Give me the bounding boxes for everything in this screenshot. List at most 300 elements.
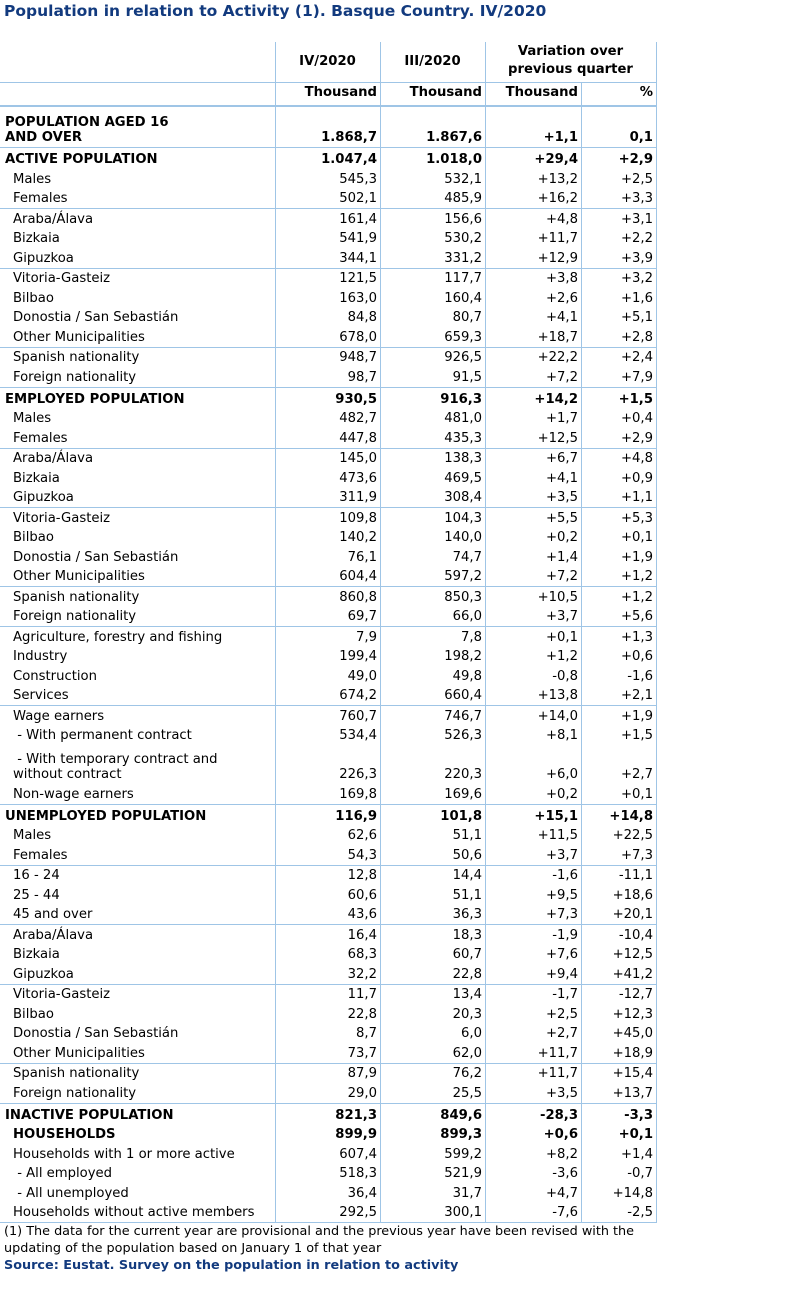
row-label: Foreign nationality (13, 1085, 137, 1101)
row-value: 104,3 (444, 510, 482, 526)
row-value: +1,4 (545, 549, 578, 565)
row-label: Households with 1 or more active (13, 1146, 235, 1162)
row-label: UNEMPLOYED POPULATION (5, 808, 207, 824)
row-value: +7,2 (545, 369, 578, 385)
row-value: +3,5 (545, 1085, 578, 1101)
table-row (0, 208, 656, 229)
row-value: +14,0 (537, 708, 578, 724)
row-value: +7,2 (545, 569, 578, 584)
row-value: +3,9 (620, 250, 653, 266)
row-value: +10,5 (537, 589, 578, 605)
row-label: Araba/Álava (13, 211, 94, 227)
row-label: - With permanent contract (13, 728, 192, 743)
row-value: 68,3 (347, 947, 377, 962)
row-value: +22,5 (612, 828, 653, 843)
row-value: +9,4 (545, 966, 578, 982)
row-label: Females (13, 430, 68, 446)
row-label: Other Municipalities (13, 569, 145, 584)
row-value: 849,6 (440, 1107, 482, 1123)
table-row (0, 1183, 656, 1203)
table-row (0, 905, 656, 925)
row-value: +12,9 (537, 250, 578, 266)
row-label: Bizkaia (13, 231, 60, 246)
row-value: 226,3 (339, 767, 377, 782)
table-row (0, 1144, 656, 1164)
header-col-variation: Variation over previous quarter (508, 44, 633, 77)
row-value: +3,3 (620, 191, 653, 206)
row-value: 760,7 (339, 708, 377, 724)
row-value: 746,7 (444, 708, 482, 724)
row-value: -2,5 (627, 1205, 653, 1220)
row-value: 49,0 (347, 668, 377, 684)
table-row (0, 945, 656, 965)
row-value: 220,3 (444, 767, 482, 782)
row-label: Females (13, 847, 68, 863)
row-value: +3,2 (620, 271, 653, 286)
row-label: Vitoria-Gasteiz (13, 987, 111, 1002)
row-value: +18,9 (612, 1045, 653, 1061)
table-row (0, 387, 656, 409)
row-value: +5,5 (545, 510, 578, 526)
row-label: EMPLOYED POPULATION (5, 391, 185, 407)
row-value: 12,8 (347, 868, 377, 883)
row-value: +1,5 (620, 728, 653, 743)
row-value: 140,2 (339, 530, 377, 545)
table-row (0, 169, 656, 189)
row-value: 659,3 (444, 329, 482, 345)
row-value: 532,1 (444, 171, 482, 187)
row-value: +2,5 (545, 1006, 578, 1022)
row-value: +18,7 (537, 329, 578, 345)
row-value: +1,3 (620, 629, 653, 645)
row-value: +11,7 (537, 1045, 578, 1061)
row-value: +1,2 (545, 649, 578, 664)
row-value: +3,5 (545, 490, 578, 505)
row-label: 16 - 24 (13, 868, 60, 883)
row-value: 674,2 (339, 688, 377, 703)
row-value: 169,6 (444, 786, 482, 802)
row-value: +5,6 (620, 609, 653, 624)
row-value: +5,3 (620, 510, 653, 526)
row-value: 49,8 (452, 668, 482, 684)
row-value: 502,1 (339, 191, 377, 206)
row-value: +2,1 (620, 688, 653, 703)
row-value: +3,7 (545, 847, 578, 863)
row-value: +0,4 (620, 411, 653, 426)
row-value: +8,1 (545, 728, 578, 743)
row-label: Bilbao (13, 530, 54, 545)
row-value: 521,9 (444, 1166, 482, 1181)
row-value: 31,7 (452, 1185, 482, 1201)
row-value: +7,6 (545, 947, 578, 962)
row-value: +20,1 (612, 907, 653, 922)
row-value: -3,6 (552, 1166, 578, 1181)
table-row (0, 784, 656, 804)
row-value: +2,6 (545, 290, 578, 306)
row-value: +2,7 (545, 1026, 578, 1041)
unit-variation-abs: Thousand (505, 85, 578, 100)
row-value: +7,9 (620, 369, 653, 385)
row-value: 36,4 (347, 1185, 377, 1201)
table-row (0, 1063, 656, 1084)
row-label: Gipuzkoa (13, 490, 74, 505)
row-value: 435,3 (444, 430, 482, 446)
row-value: +16,2 (537, 191, 578, 206)
row-value: +2,2 (620, 231, 653, 246)
row-value: 51,1 (452, 887, 482, 903)
table-row (0, 705, 656, 726)
row-value: +0,1 (620, 530, 653, 545)
row-value: +2,5 (620, 171, 653, 187)
row-label: Foreign nationality (13, 609, 137, 624)
row-value: 163,0 (339, 290, 377, 306)
row-value: 60,6 (347, 887, 377, 903)
table-row (0, 1164, 656, 1184)
row-value: 6,0 (461, 1026, 482, 1041)
row-label: Males (13, 828, 52, 843)
row-value: +3,8 (545, 271, 578, 286)
unit-variation-pct: % (639, 85, 653, 100)
row-value: 84,8 (347, 310, 377, 325)
row-value: 530,2 (444, 231, 482, 246)
row-label: Agriculture, forestry and fishing (13, 629, 223, 645)
row-value: 8,7 (356, 1026, 377, 1041)
row-value: +2,7 (620, 767, 653, 782)
row-value: +4,7 (545, 1185, 578, 1201)
row-value: +14,8 (612, 1185, 653, 1201)
row-value: +4,8 (620, 451, 653, 466)
row-value: +14,2 (534, 391, 578, 407)
row-value: 0,1 (629, 130, 653, 145)
table-row (0, 547, 656, 567)
row-value: +1,5 (618, 391, 653, 407)
row-value: 32,2 (347, 966, 377, 982)
table-row (0, 327, 656, 347)
row-value: 597,2 (444, 569, 482, 584)
source-note: Source: Eustat. Survey on the population in relation to activity (4, 1258, 459, 1273)
row-value: 25,5 (452, 1085, 482, 1101)
row-value: +15,1 (534, 808, 578, 824)
row-value: -11,1 (618, 868, 653, 883)
row-value: +12,3 (612, 1006, 653, 1022)
row-value: 926,5 (444, 350, 482, 365)
row-value: +14,8 (609, 808, 653, 824)
row-value: +3,1 (620, 211, 653, 227)
row-value: 607,4 (339, 1146, 377, 1162)
row-value: +0,9 (620, 470, 653, 486)
table-row (0, 189, 656, 209)
row-value: 860,8 (339, 589, 377, 605)
row-value: +29,4 (534, 152, 578, 167)
unit-current: Thousand (304, 85, 377, 100)
row-value: 80,7 (452, 310, 482, 325)
row-value: 121,5 (339, 271, 377, 286)
table-unit-header (0, 83, 656, 106)
row-value: 1.047,4 (321, 152, 377, 167)
row-value: 60,7 (452, 947, 482, 962)
row-value: 16,4 (347, 927, 377, 943)
row-label: 45 and over (13, 907, 93, 922)
table-row (0, 1004, 656, 1024)
row-label: Spanish nationality (13, 350, 140, 365)
row-value: +13,2 (537, 171, 578, 187)
row-value: -28,3 (539, 1107, 578, 1123)
row-label: INACTIVE POPULATION (5, 1107, 174, 1123)
row-value: +4,1 (545, 310, 578, 325)
row-value: 22,8 (347, 1006, 377, 1022)
row-label: Bilbao (13, 290, 54, 306)
row-value: -10,4 (618, 927, 653, 943)
row-label: Donostia / San Sebastián (13, 549, 179, 565)
row-value: +0,6 (543, 1127, 578, 1142)
row-value: 850,3 (444, 589, 482, 605)
table-row (0, 347, 656, 368)
data-table (0, 42, 660, 1223)
table-row (0, 984, 656, 1005)
row-value: 526,3 (444, 728, 482, 743)
row-value: +11,7 (537, 1066, 578, 1081)
row-value: 604,4 (339, 569, 377, 584)
table-row (0, 726, 656, 746)
table-row (0, 507, 656, 528)
row-label: Foreign nationality (13, 369, 137, 385)
row-value: 169,8 (339, 786, 377, 802)
row-label: 25 - 44 (13, 887, 60, 903)
row-value: +6,7 (545, 451, 578, 466)
row-label: Spanish nationality (13, 589, 140, 605)
header-col-current: IV/2020 (299, 54, 356, 69)
row-value: -1,6 (627, 668, 653, 684)
table-row (0, 488, 656, 508)
row-value: 116,9 (335, 808, 377, 824)
row-label: Services (13, 688, 69, 703)
row-value: +2,9 (618, 152, 653, 167)
row-value: 11,7 (347, 987, 377, 1002)
table-header (0, 42, 656, 83)
row-value: 43,6 (347, 907, 377, 922)
row-value: 447,8 (339, 430, 377, 446)
row-label: Spanish nationality (13, 1066, 140, 1081)
row-value: -1,7 (552, 987, 578, 1002)
row-value: 1.018,0 (426, 152, 482, 167)
table-row (0, 626, 656, 647)
row-value: 899,9 (335, 1127, 377, 1142)
row-value: 91,5 (452, 369, 482, 385)
row-value: 331,2 (444, 250, 482, 266)
row-value: 69,7 (347, 609, 377, 624)
table-row (0, 845, 656, 865)
row-value: 76,1 (347, 549, 377, 565)
row-value: +7,3 (545, 907, 578, 922)
row-value: +9,5 (545, 887, 578, 903)
table-body (0, 106, 660, 1223)
row-value: 161,4 (339, 211, 377, 227)
row-value: 156,6 (444, 211, 482, 227)
row-value: +2,4 (620, 350, 653, 365)
row-value: +12,5 (612, 947, 653, 962)
row-value: 62,6 (347, 828, 377, 843)
table-row (0, 865, 656, 886)
table-row (0, 686, 656, 706)
row-value: -12,7 (618, 987, 653, 1002)
row-label: ACTIVE POPULATION (5, 152, 158, 167)
row-value: 22,8 (452, 966, 482, 982)
table-row (0, 229, 656, 249)
table-row (0, 428, 656, 448)
table-row (0, 804, 656, 826)
row-value: 541,9 (339, 231, 377, 246)
row-label: Wage earners (13, 708, 105, 724)
row-label: Households without active members (13, 1205, 255, 1220)
row-value: 18,3 (452, 927, 482, 943)
row-value: 140,0 (444, 530, 482, 545)
row-value: 599,2 (444, 1146, 482, 1162)
row-value: 1.867,6 (426, 130, 482, 145)
row-value: +2,9 (620, 430, 653, 446)
table-row (0, 586, 656, 607)
row-value: +1,6 (620, 290, 653, 306)
row-value: 29,0 (347, 1085, 377, 1101)
row-value: 930,5 (335, 391, 377, 407)
row-value: +6,0 (545, 767, 578, 782)
table-row (0, 745, 656, 784)
table-row (0, 147, 656, 169)
header-col-previous: III/2020 (404, 54, 461, 69)
unit-previous: Thousand (409, 85, 482, 100)
row-value: 98,7 (347, 369, 377, 385)
row-value: 344,1 (339, 250, 377, 266)
table-row (0, 409, 656, 429)
row-label: HOUSEHOLDS (13, 1127, 116, 1142)
row-value: +4,1 (545, 470, 578, 486)
footnote: (1) The data for the current year are provisional and the previous year have been revised with the updating of the population based on January 1 of that year (4, 1224, 635, 1256)
row-value: 545,3 (339, 171, 377, 187)
row-label: Females (13, 191, 68, 206)
table-row (0, 647, 656, 667)
row-value: 76,2 (452, 1066, 482, 1081)
table-row (0, 528, 656, 548)
row-label: Gipuzkoa (13, 250, 74, 266)
table-row (0, 1203, 656, 1224)
table-row (0, 924, 656, 945)
row-label: Non-wage earners (13, 786, 134, 802)
table-row (0, 666, 656, 686)
row-value: +0,1 (620, 786, 653, 802)
row-label: Vitoria-Gasteiz (13, 510, 111, 526)
row-value: +0,1 (545, 629, 578, 645)
row-value: 198,2 (444, 649, 482, 664)
row-value: +22,2 (537, 350, 578, 365)
row-label: Construction (13, 668, 97, 684)
table-row (0, 308, 656, 328)
table-row (0, 1083, 656, 1103)
table-row (0, 1125, 656, 1145)
row-label: Araba/Álava (13, 451, 94, 466)
row-value: 7,8 (461, 629, 482, 645)
row-value: 66,0 (452, 609, 482, 624)
row-value: +13,8 (537, 688, 578, 703)
row-label: Other Municipalities (13, 329, 145, 345)
row-value: 109,8 (339, 510, 377, 526)
row-label: Males (13, 411, 52, 426)
row-value: 73,7 (347, 1045, 377, 1061)
row-value: +3,7 (545, 609, 578, 624)
row-value: -7,6 (552, 1205, 578, 1220)
row-label-line: without contract (13, 767, 122, 782)
row-value: +13,7 (612, 1085, 653, 1101)
row-value: 138,3 (444, 451, 482, 466)
row-label: Vitoria-Gasteiz (13, 271, 111, 286)
row-value: 7,9 (356, 629, 377, 645)
table-row (0, 567, 656, 587)
row-label-line: POPULATION AGED 16 AND OVER (5, 115, 169, 145)
table-row (0, 448, 656, 469)
row-label: Araba/Álava (13, 927, 94, 943)
row-value: +18,6 (612, 887, 653, 903)
table-row (0, 607, 656, 627)
row-label (0, 107, 180, 147)
row-value: -1,9 (552, 927, 578, 943)
row-value: +4,8 (545, 211, 578, 227)
row-value: 50,6 (452, 847, 482, 863)
table-row (0, 1024, 656, 1044)
row-label-line: - With temporary contract and (13, 752, 218, 767)
row-value: 518,3 (339, 1166, 377, 1181)
row-value: +0,2 (545, 786, 578, 802)
row-value: 87,9 (347, 1066, 377, 1081)
row-value: +1,2 (620, 569, 653, 584)
table-row (0, 964, 656, 984)
row-value: 62,0 (452, 1045, 482, 1061)
row-value: +1,2 (620, 589, 653, 605)
table-row (0, 106, 656, 147)
row-value: 51,1 (452, 828, 482, 843)
table-row (0, 1103, 656, 1125)
table-row (0, 826, 656, 846)
row-value: 74,7 (452, 549, 482, 565)
row-label: Bizkaia (13, 470, 60, 486)
row-value: -1,6 (552, 868, 578, 883)
page-title: Population in relation to Activity (1). Basque Country. IV/2020 (4, 2, 547, 20)
row-label: Males (13, 171, 52, 187)
row-value: 1.868,7 (321, 130, 377, 145)
row-value: 899,3 (440, 1127, 482, 1142)
row-value: 199,4 (339, 649, 377, 664)
row-value: 292,5 (339, 1205, 377, 1220)
row-value: 145,0 (339, 451, 377, 466)
row-value: +1,7 (545, 411, 578, 426)
row-value: +7,3 (620, 847, 653, 863)
row-value: 469,5 (444, 470, 482, 486)
row-value: +1,1 (620, 490, 653, 505)
row-value: +15,4 (612, 1066, 653, 1081)
row-value: +0,1 (618, 1127, 653, 1142)
row-value: +5,1 (620, 310, 653, 325)
row-value: +45,0 (612, 1026, 653, 1041)
table-row (0, 1043, 656, 1063)
row-label: Bilbao (13, 1006, 54, 1022)
row-label: Industry (13, 649, 68, 664)
row-value: 481,0 (444, 411, 482, 426)
row-value: +0,6 (620, 649, 653, 664)
table-row (0, 367, 656, 387)
row-label: - All employed (13, 1166, 113, 1181)
row-value: +1,1 (543, 130, 578, 145)
row-value: 660,4 (444, 688, 482, 703)
row-label: - All unemployed (13, 1185, 129, 1201)
row-value: 13,4 (452, 987, 482, 1002)
row-label (0, 745, 275, 784)
